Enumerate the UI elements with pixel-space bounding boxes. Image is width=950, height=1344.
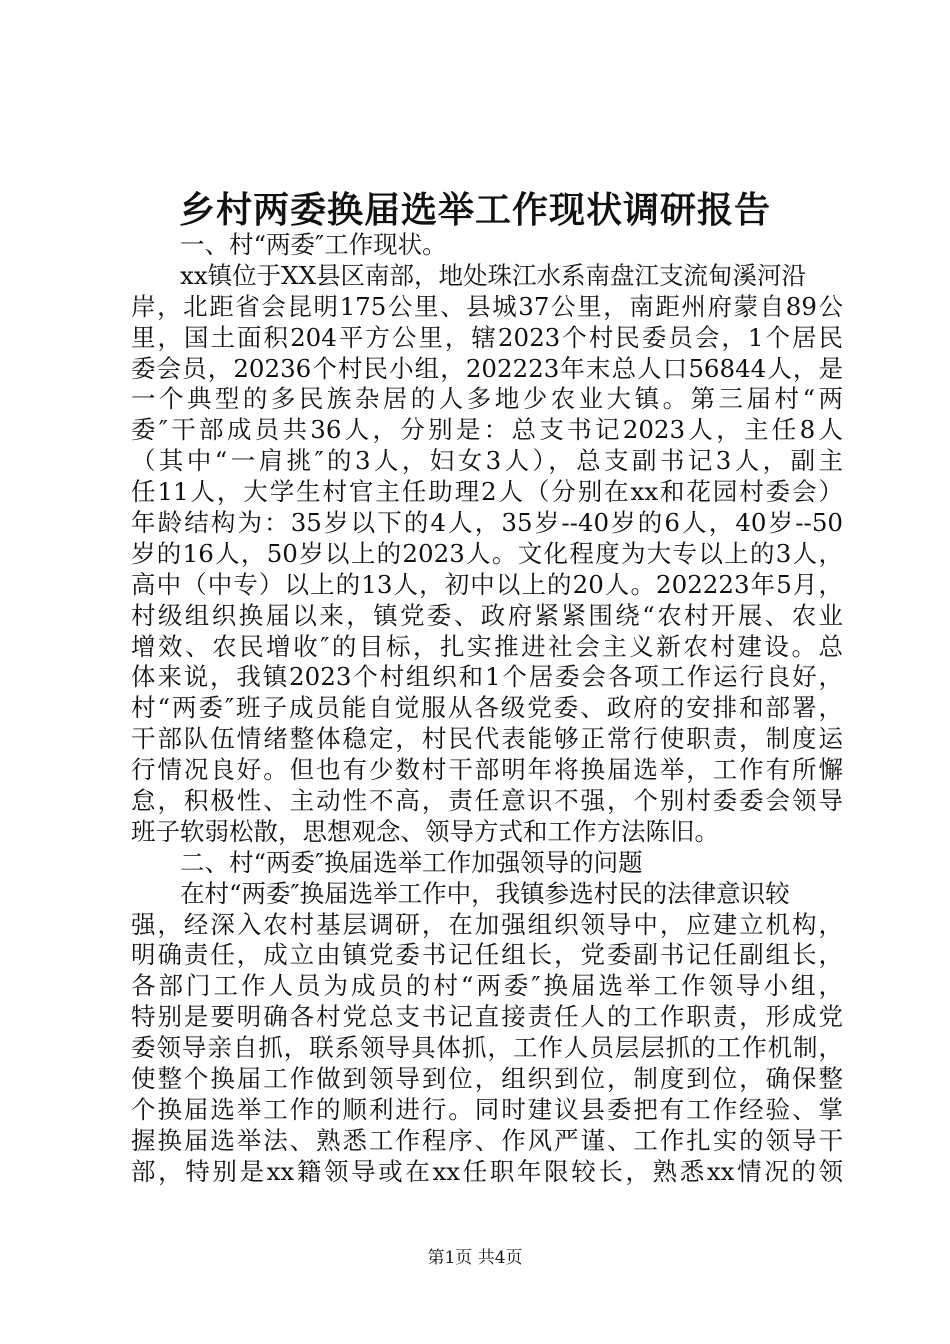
text-line: 个换届选举工作的顺利进行。同时建议县委把有工作经验、掌 [131,1094,843,1124]
text-line: 委″干部成员共36人，分别是：总支书记2023人，主任8人 [131,415,843,445]
page-footer: 第1页 共4页 [427,1248,523,1268]
text-line: 班子软弱松散，思想观念、领导方式和工作方法陈旧。 [131,816,719,846]
text-line: 里，国土面积204平方公里，辖2023个村民委员会，1个居民 [131,322,843,352]
text-line: 年龄结构为：35岁以下的4人，35岁--40岁的6人，40岁--50 [131,508,843,538]
text-line: 握换届选举法、熟悉工作程序、作风严谨、工作扎实的领导干 [131,1125,843,1155]
text-line: 怠，积极性、主动性不高，责任意识不强，个别村委委会领导 [131,786,843,816]
document-body [131,230,843,1188]
text-line: （其中“一肩挑″的3人，妇女3人），总支副书记3人，副主 [131,446,843,476]
text-line: 行情况良好。但也有少数村干部明年将换届选举，工作有所懈 [131,755,843,785]
text-line: 使整个换届工作做到领导到位，组织到位，制度到位，确保整 [131,1064,843,1094]
text-line: 委会员，20236个村民小组，202223年末总人口56844人，是 [131,353,843,383]
text-line: 岁的16人，50岁以上的2023人。文化程度为大专以上的3人， [131,538,843,568]
text-line: 村级组织换届以来，镇党委、政府紧紧围绕“农村开展、农业 [131,600,843,630]
text-line: xx镇位于XX县区南部，地处珠江水系南盘江支流甸溪河沿 [180,260,807,290]
text-line: 一、村“两委″工作现状。 [180,230,447,259]
text-line: 明确责任，成立由镇党委书记任组长，党委副书记任副组长， [131,940,843,970]
document-title: 乡村两委换届选举工作现状调研报告 [178,189,771,231]
text-line: 增效、农民增收″的目标，扎实推进社会主义新农村建设。总 [131,631,843,661]
text-line: 岸，北距省会昆明175公里、县城37公里，南距州府蒙自89公 [131,291,843,321]
text-line: 各部门工作人员为成员的村“两委″换届选举工作领导小组， [131,971,843,1001]
text-line: 村“两委″班子成员能自觉服从各级党委、政府的安排和部署， [131,693,843,723]
text-line: 强，经深入农村基层调研，在加强组织领导中，应建立机构， [131,909,843,939]
text-line: 高中（中专）以上的13人，初中以上的20人。202223年5月， [131,569,843,599]
text-line: 体来说，我镇2023个村组织和1个居委会各项工作运行良好， [131,662,843,692]
text-line: 在村“两委″换届选举工作中，我镇参选村民的法律意识较 [180,878,790,908]
text-line: 特别是要明确各村党总支书记直接责任人的工作职责，形成党 [131,1002,843,1032]
text-line: 一个典型的多民族杂居的人多地少农业大镇。第三届村“两 [131,384,843,414]
text-line: 部，特别是xx籍领导或在xx任职年限较长，熟悉xx情况的领 [131,1156,843,1186]
text-line: 任11人，大学生村官主任助理2人（分别在xx和花园村委会） [131,477,843,507]
text-line: 委领导亲自抓，联系领导具体抓，工作人员层层抓的工作机制， [131,1033,843,1063]
text-line: 二、村“两委″换届选举工作加强领导的问题 [180,847,643,877]
text-line: 干部队伍情绪整体稳定，村民代表能够正常行使职责，制度运 [131,724,843,754]
